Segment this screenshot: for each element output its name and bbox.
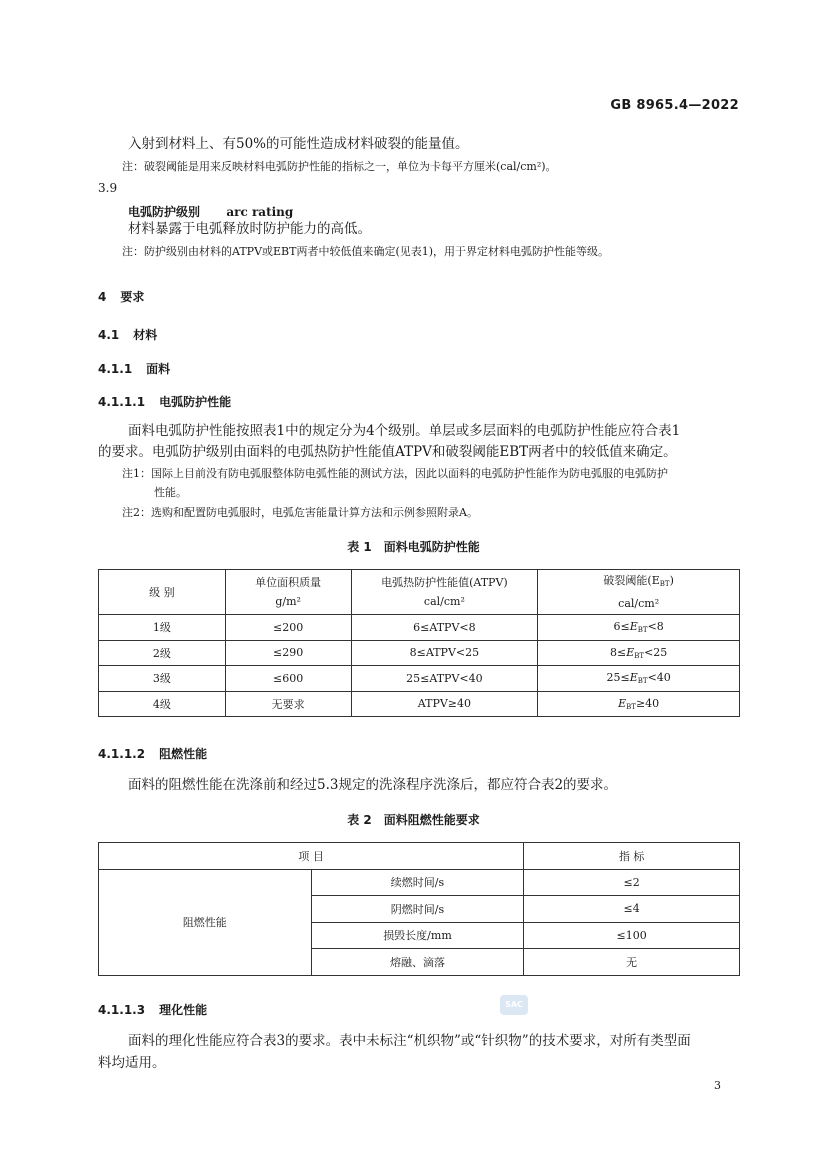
table-cell: ATPV≥40 bbox=[351, 691, 538, 717]
table-cell: 4级 bbox=[99, 691, 226, 717]
sac-watermark-logo: SAC bbox=[500, 995, 528, 1015]
table-cell: 8≤ATPV<25 bbox=[351, 640, 538, 666]
table-2 bbox=[98, 842, 740, 976]
table-cell: 25≤ATPV<40 bbox=[351, 666, 538, 692]
section-heading-4: 4 要求 bbox=[98, 290, 145, 304]
paragraph-text: 面料的理化性能应符合表3的要求。表中未标注“机织物”或“针织物”的技术要求，对所有类型面 bbox=[128, 1033, 691, 1049]
table-cell: 无要求 bbox=[225, 691, 351, 717]
table-cell: ≤290 bbox=[225, 640, 351, 666]
table-2-caption: 表 2 面料阻燃性能要求 bbox=[347, 813, 480, 827]
table-1 bbox=[98, 569, 740, 717]
table-cell: 2级 bbox=[99, 640, 226, 666]
standard-number: GB 8965.4—2022 bbox=[610, 98, 739, 113]
note-text: 注1：国际上目前没有防电弧服整体防电弧性能的测试方法，因此以面料的电弧防护性能作为防电弧服的电弧防护 bbox=[122, 467, 668, 480]
column-header: 项 目 bbox=[99, 843, 524, 870]
table-cell: 熔融、滴落 bbox=[311, 949, 524, 976]
column-header: 单位面积质量 g/m² bbox=[225, 570, 351, 615]
column-header: 指 标 bbox=[524, 843, 740, 870]
note-text: 注2：选购和配置防电弧服时，电弧危害能量计算方法和示例参照附录A。 bbox=[122, 506, 478, 519]
table-cell: ≤2 bbox=[524, 869, 740, 896]
table-cell: ≤4 bbox=[524, 896, 740, 923]
table-1-caption: 表 1 面料电弧防护性能 bbox=[347, 540, 480, 554]
note-text: 性能。 bbox=[154, 486, 187, 499]
table-cell: 无 bbox=[524, 949, 740, 976]
section-heading-4-1-1: 4.1.1 面料 bbox=[98, 362, 171, 376]
paragraph-text: 面料电弧防护性能按照表1中的规定分为4个级别。单层或多层面料的电弧防护性能应符合表1 bbox=[128, 423, 681, 439]
paragraph-text: 的要求。电弧防护级别由面料的电弧热防护性能值ATPV和破裂阈能EBT两者中的较低值来确定。 bbox=[98, 444, 677, 460]
paragraph-text: 面料的阻燃性能在洗涤前和经过5.3规定的洗涤程序洗涤后，都应符合表2的要求。 bbox=[128, 777, 618, 793]
table-cell: ≤200 bbox=[225, 615, 351, 641]
term-chinese: 电弧防护级别 bbox=[128, 205, 201, 219]
table-header-row bbox=[99, 570, 740, 615]
table-cell: $E_{BT}\ge 40$ bbox=[538, 691, 740, 717]
note-text: 注：防护级别由材料的ATPV或EBT两者中较低值来确定(见表1)，用于界定材料电弧防护性能等级。 bbox=[122, 245, 610, 258]
section-heading-4-1-1-1: 4.1.1.1 电弧防护性能 bbox=[98, 395, 232, 409]
section-heading-4-1-1-3: 4.1.1.3 理化性能 bbox=[98, 1003, 208, 1017]
table-cell: 阴燃时间/s bbox=[311, 896, 524, 923]
table-row bbox=[99, 615, 740, 641]
table-header-row bbox=[99, 843, 740, 870]
definition-text: 材料暴露于电弧释放时防护能力的高低。 bbox=[128, 221, 371, 237]
section-heading-4-1: 4.1 材料 bbox=[98, 328, 158, 342]
table-cell: 1级 bbox=[99, 615, 226, 641]
table-cell: ≤100 bbox=[524, 922, 740, 949]
table-cell: 3级 bbox=[99, 666, 226, 692]
table-cell: 续燃时间/s bbox=[311, 869, 524, 896]
table-row bbox=[99, 869, 740, 896]
table-cell: $25\le E_{BT}<40$ bbox=[538, 666, 740, 692]
table-row bbox=[99, 666, 740, 692]
paragraph-text: 入射到材料上、有50%的可能性造成材料破裂的能量值。 bbox=[128, 136, 469, 152]
table-group-cell: 阻燃性能 bbox=[99, 869, 312, 975]
table-cell: ≤600 bbox=[225, 666, 351, 692]
page-number: 3 bbox=[714, 1079, 721, 1092]
column-header: 电弧热防护性能值(ATPV) cal/cm² bbox=[351, 570, 538, 615]
table-cell: 6≤ATPV<8 bbox=[351, 615, 538, 641]
column-header: 破裂阈能$(E_{BT})$ cal/cm² bbox=[538, 570, 740, 615]
term-english: arc rating bbox=[226, 205, 294, 219]
section-heading-4-1-1-2: 4.1.1.2 阻燃性能 bbox=[98, 747, 208, 761]
clause-number: 3.9 bbox=[98, 181, 118, 195]
table-row bbox=[99, 691, 740, 717]
column-header: 级 别 bbox=[99, 570, 226, 615]
table-cell: $8\le E_{BT}<25$ bbox=[538, 640, 740, 666]
table-cell: $6\le E_{BT}<8$ bbox=[538, 615, 740, 641]
paragraph-text: 料均适用。 bbox=[98, 1055, 166, 1071]
table-cell: 损毁长度/mm bbox=[311, 922, 524, 949]
note-text: 注：破裂阈能是用来反映材料电弧防护性能的指标之一，单位为卡每平方厘米(cal/cm²)。 bbox=[122, 160, 557, 173]
table-row bbox=[99, 640, 740, 666]
